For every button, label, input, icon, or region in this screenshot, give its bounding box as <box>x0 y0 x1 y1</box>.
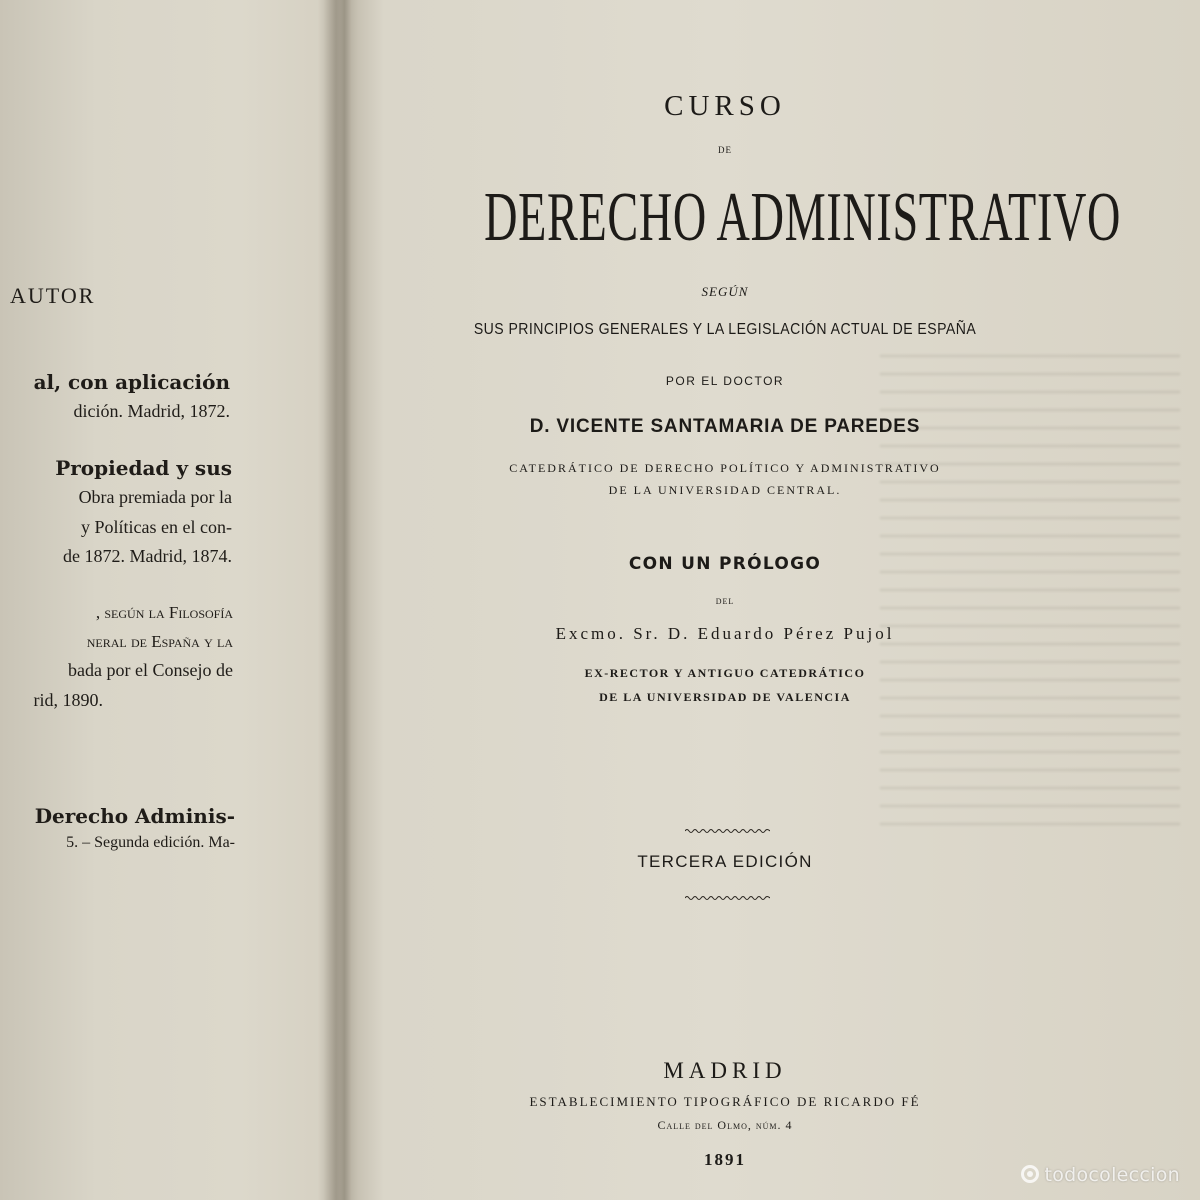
watermark-text: todocoleccion <box>1044 1164 1180 1186</box>
left-page-line: Obra premiada por la <box>78 487 232 507</box>
author-position-line2: DE LA UNIVERSIDAD CENTRAL. <box>608 483 842 497</box>
left-page-line: y Políticas en el con- <box>81 517 232 537</box>
book-gutter <box>318 0 358 1200</box>
curso-heading: CURSO <box>664 90 786 122</box>
left-page-heading: AUTOR <box>10 283 96 308</box>
left-page-line: bada por el Consejo de <box>68 660 233 680</box>
watermark <box>1021 1164 1180 1186</box>
main-title: DERECHO ADMINISTRATIVO <box>484 179 1122 256</box>
left-page-line: al, con aplicación <box>33 370 230 394</box>
edition-label: TERCERA EDICIÓN <box>637 852 813 871</box>
ornament-rule-bottom <box>685 895 770 901</box>
prologue-author: Excmo. Sr. D. Eduardo Pérez Pujol <box>555 624 895 643</box>
printer: ESTABLECIMIENTO TIPOGRÁFICO DE RICARDO FÉ <box>529 1094 921 1109</box>
author-position-line1: CATEDRÁTICO DE DERECHO POLÍTICO Y ADMINISTRATIVO <box>509 461 941 475</box>
watermark-logo-icon <box>1021 1165 1039 1183</box>
por-el-doctor: POR EL DOCTOR <box>665 374 785 388</box>
left-page-line: rid, 1890. <box>33 690 103 710</box>
prologue-heading: CON UN PRÓLOGO <box>628 554 822 574</box>
left-page <box>0 0 320 1200</box>
author-name: D. VICENTE SANTAMARIA DE PAREDES <box>529 416 921 437</box>
ornament-rule-top <box>685 828 770 834</box>
subtitle: SUS PRINCIPIOS GENERALES Y LA LEGISLACIÓN ACTUAL DE ESPAÑA <box>473 321 977 338</box>
prologue-author-position-line1: EX-RECTOR Y ANTIGUO CATEDRÁTICO <box>584 666 866 680</box>
prologue-author-position-line2: DE LA UNIVERSIDAD DE VALENCIA <box>599 690 851 704</box>
segun-connector: SEGÚN <box>701 284 749 299</box>
left-page-line: dición. Madrid, 1872. <box>73 401 230 421</box>
printer-address: Calle del Olmo, núm. 4 <box>657 1118 793 1132</box>
left-page-line: 5. – Segunda edición. Ma- <box>66 834 235 851</box>
left-page-line: de 1872. Madrid, 1874. <box>63 546 232 566</box>
publication-year: 1891 <box>704 1150 746 1169</box>
left-page-line: Derecho Adminis- <box>34 804 235 828</box>
city: MADRID <box>663 1058 787 1083</box>
del-connector: DEL <box>715 597 735 606</box>
left-page-line: Propiedad y sus <box>55 456 232 480</box>
left-page-line: , según la Filosofía <box>95 603 233 622</box>
de-connector: DE <box>718 145 732 155</box>
left-page-line: neral de España y la <box>86 632 233 651</box>
